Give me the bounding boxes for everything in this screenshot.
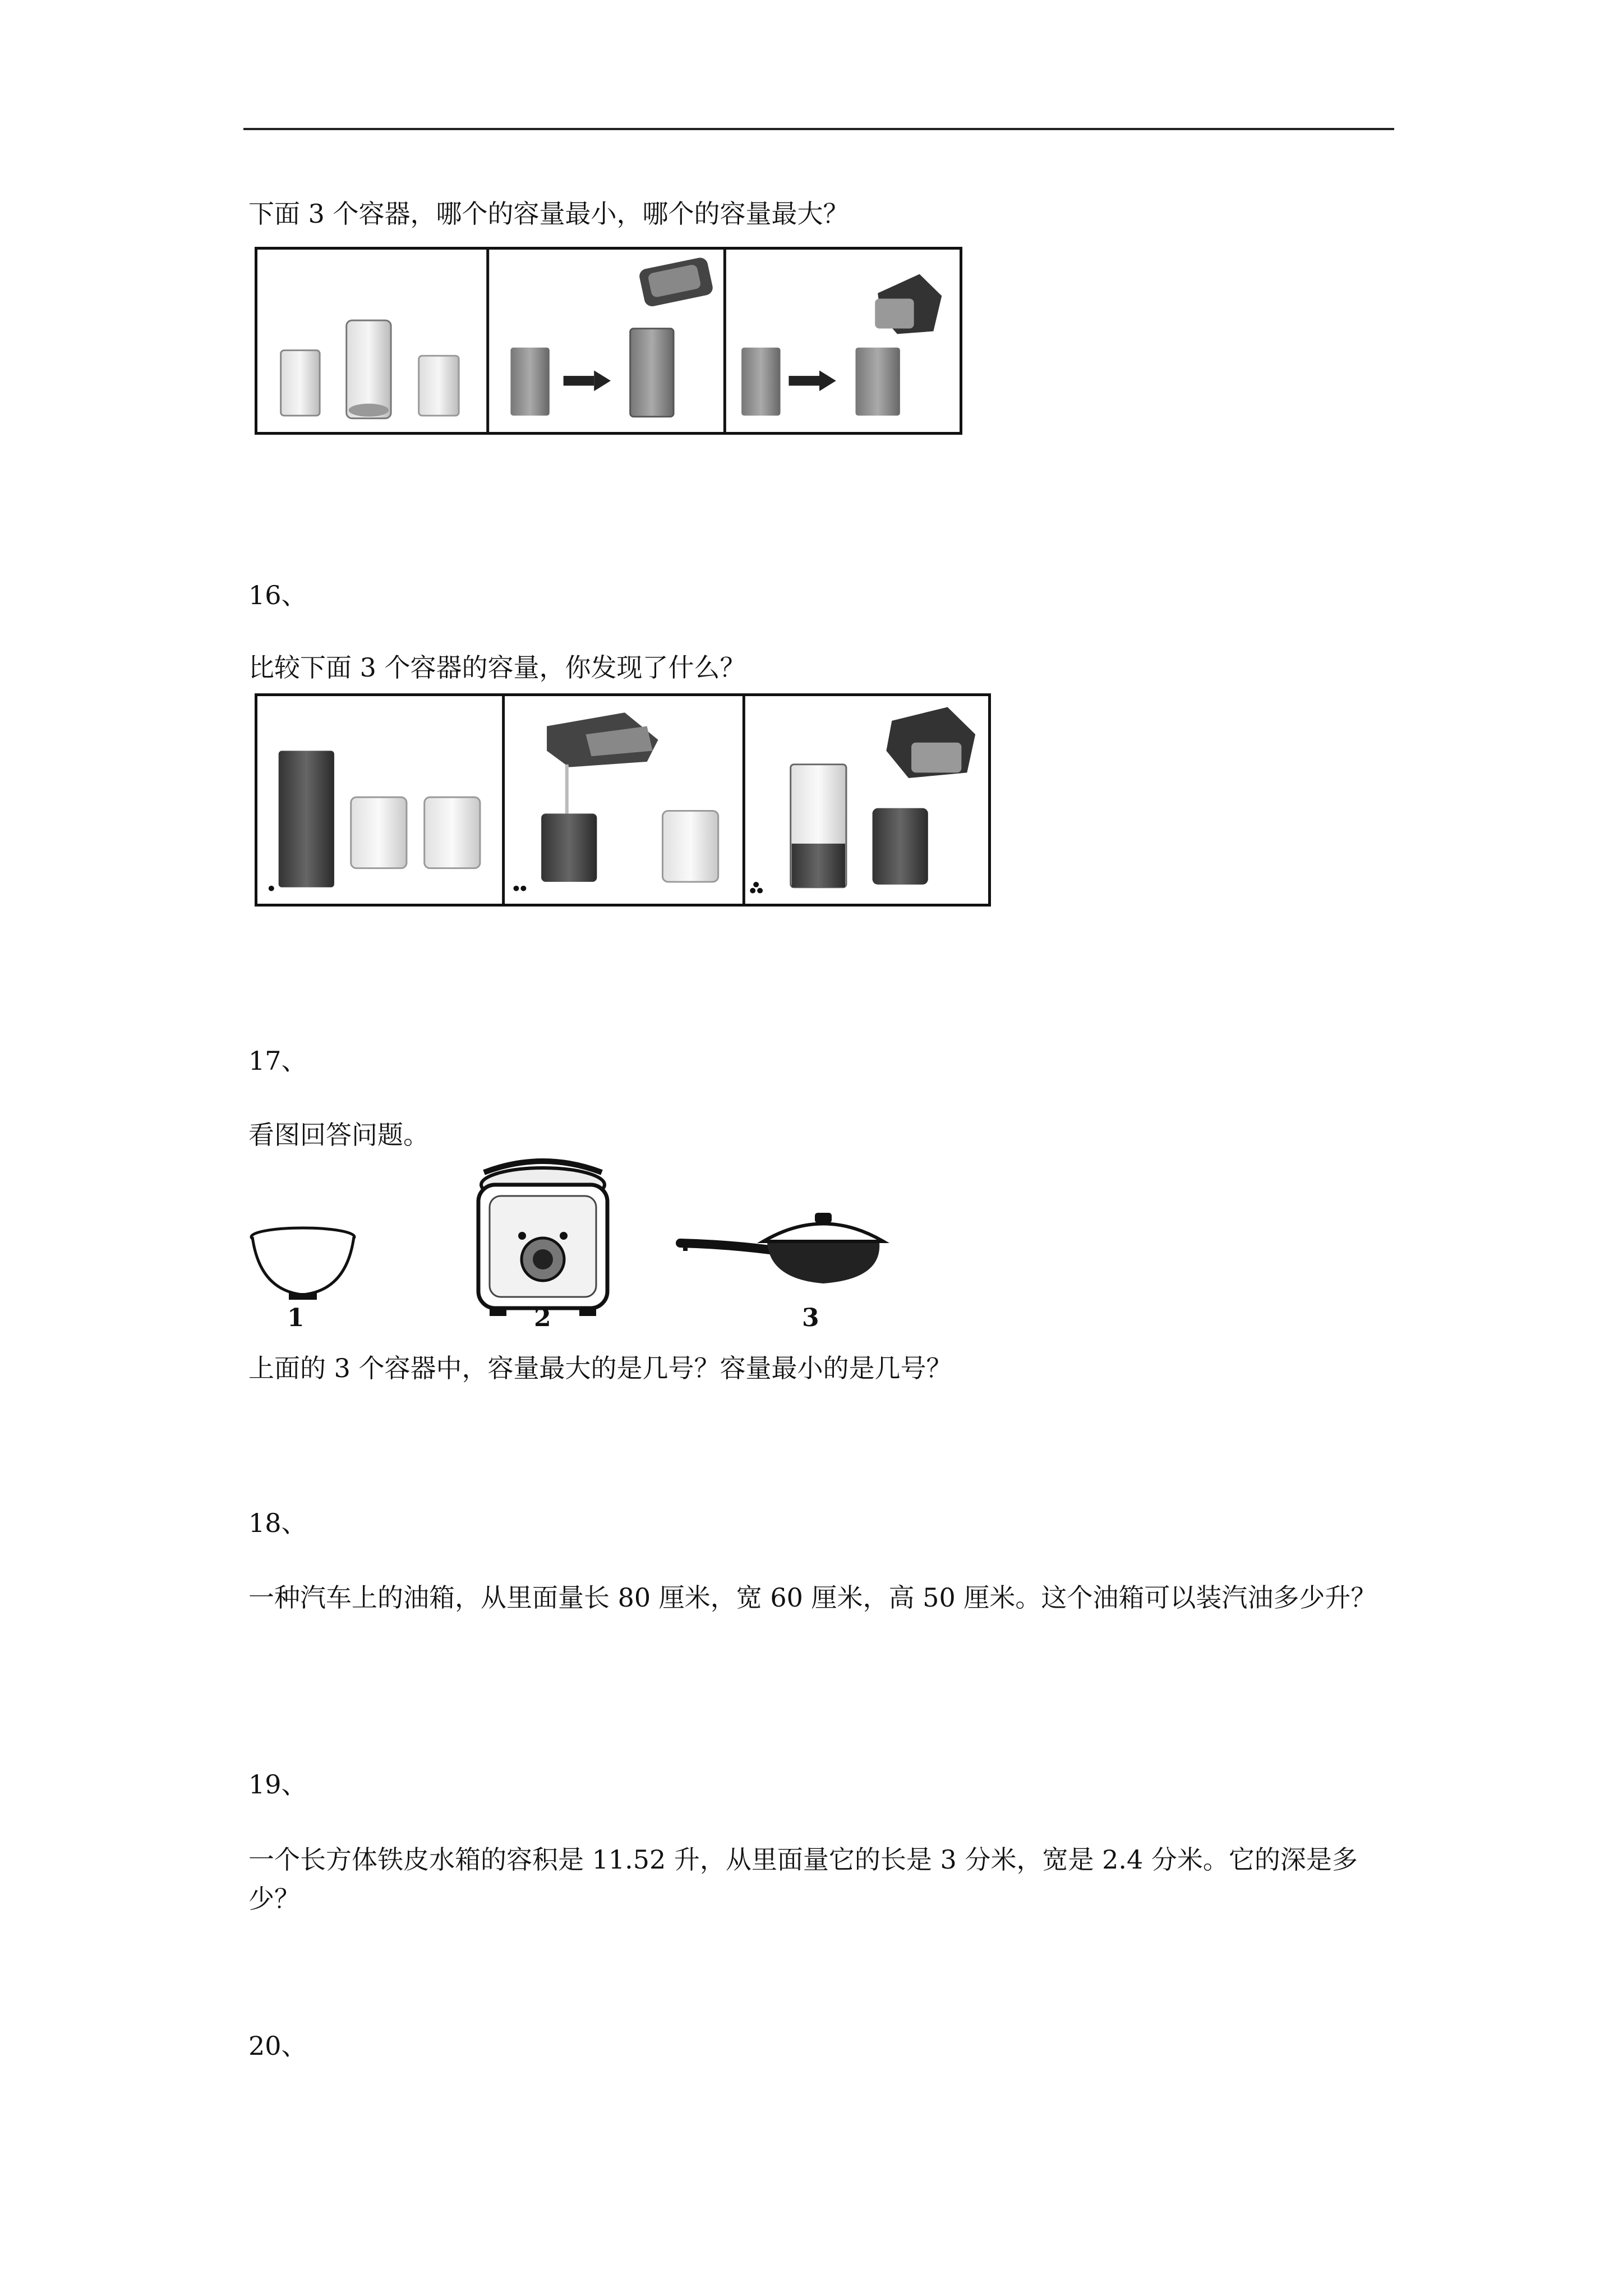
q17-number: 17、: [248, 1046, 307, 1076]
q16-hand-icon: [886, 707, 975, 778]
q15-arrow-icon: [564, 370, 611, 391]
q16-glass-empty-c: [662, 811, 718, 882]
q17-label-2: 2: [534, 1304, 551, 1332]
q16-number: 16、: [248, 580, 307, 610]
frying-pan-icon: [680, 1213, 883, 1283]
q15-figure: [255, 247, 962, 435]
q20-number: 20、: [248, 2031, 307, 2061]
q16-glass-empty-a: [351, 797, 407, 868]
q16-glass-empty-b: [425, 797, 480, 868]
q16-glass-filled: [541, 813, 597, 882]
q16-text: 比较下面 3 个容器的容量，你发现了什么？: [248, 652, 746, 683]
q19-number: 19、: [248, 1769, 307, 1800]
q15-pour-glass-2: [741, 348, 780, 416]
q15-hand-icon: [875, 274, 942, 334]
rice-cooker-icon: [478, 1161, 607, 1316]
q17-intro: 看图回答问题。: [248, 1120, 429, 1150]
q15-text: 下面 3 个容器，哪个的容量最小，哪个的容量最大？: [248, 199, 849, 229]
q15-glass-tall: [347, 320, 391, 418]
q19-text: 一个长方体铁皮水箱的容积是 11.52 升，从里面量它的长是 3 分米，宽是 2.4 分米。它的深是多少？: [248, 1844, 1358, 1914]
q16-figure: [255, 693, 991, 907]
q15-bottle-icon: [638, 256, 714, 308]
q17-label-3: 3: [802, 1304, 819, 1332]
q15-target-glass-2: [855, 348, 900, 416]
q18-text: 一种汽车上的油箱，从里面量长 80 厘米，宽 60 厘米，高 50 厘米。这个油箱可以装汽油多少升？: [248, 1582, 1377, 1613]
q18-number: 18、: [248, 1508, 307, 1538]
q16-glass-filled-2: [873, 808, 928, 885]
bowl-icon: [251, 1228, 354, 1300]
q15-pour-glass-1: [510, 348, 549, 416]
q15-target-glass-1: [630, 329, 674, 417]
header-rule: [243, 128, 1394, 130]
q16-pouring-container-icon: [547, 712, 658, 767]
q15-arrow-icon-2: [789, 370, 836, 391]
q17-question: 上面的 3 个容器中，容量最大的是几号？容量最小的是几号？: [248, 1353, 952, 1383]
q15-glass-small: [281, 350, 320, 415]
q15-glass-short: [419, 356, 459, 416]
q16-tall-glass-full: [279, 751, 334, 887]
q16-tall-glass-partial: [791, 765, 846, 887]
q17-label-1: 1: [287, 1304, 305, 1332]
